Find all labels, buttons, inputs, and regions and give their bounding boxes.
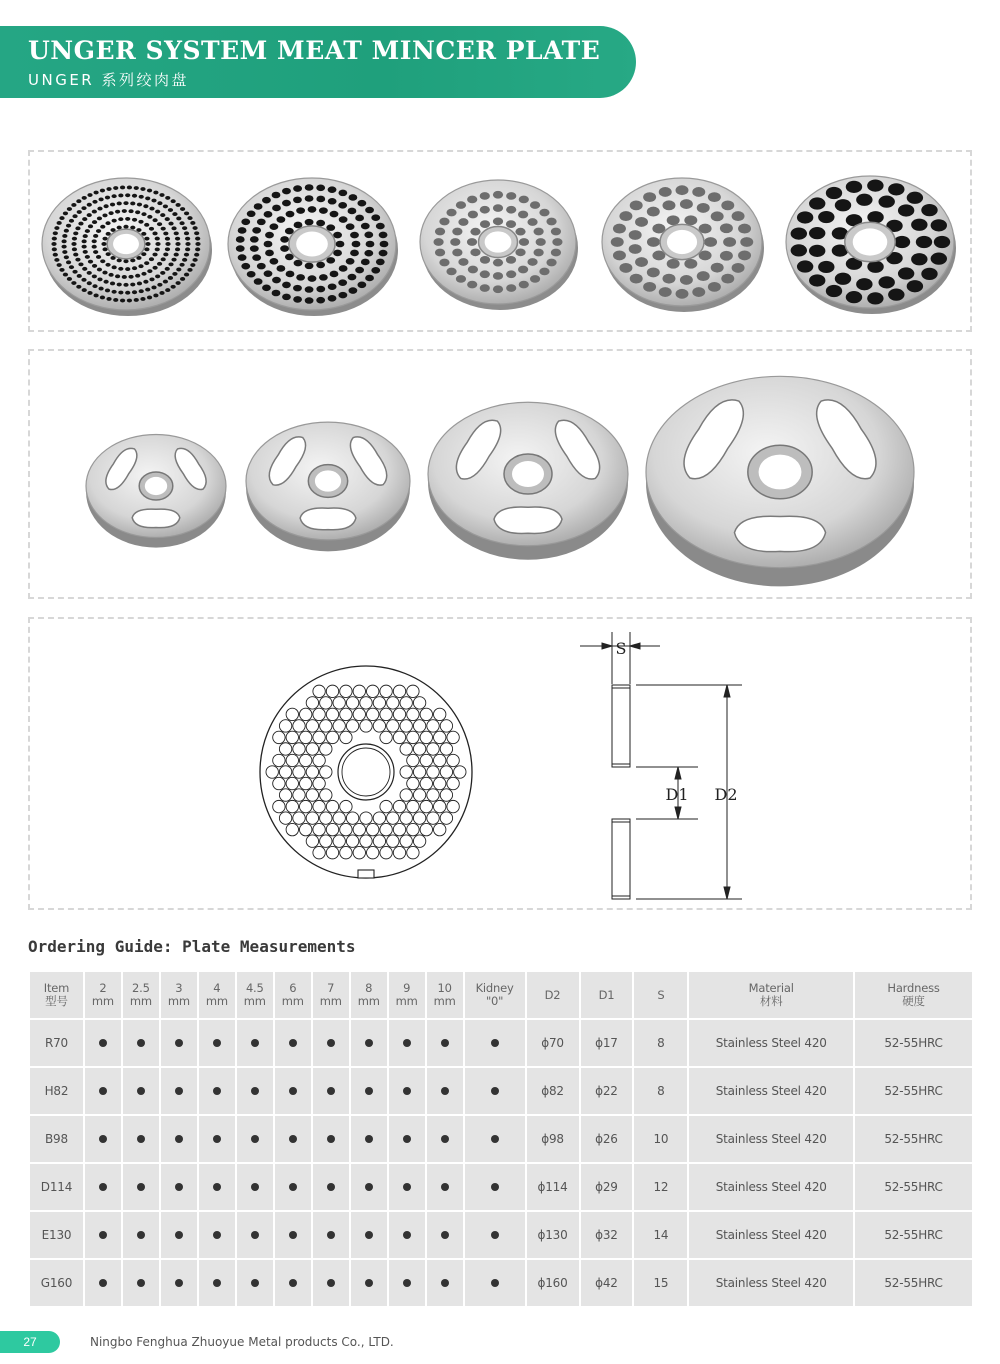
available-dot-icon	[365, 1279, 373, 1287]
column-header-sublabel: "0"	[485, 994, 504, 1008]
d2-cell: ϕ82	[527, 1068, 579, 1114]
column-header-sublabel: 型号	[45, 994, 68, 1008]
availability-cell	[313, 1212, 349, 1258]
availability-cell	[123, 1068, 159, 1114]
available-dot-icon	[213, 1231, 221, 1239]
availability-cell	[389, 1116, 425, 1162]
availability-cell	[199, 1068, 235, 1114]
availability-cell	[427, 1020, 463, 1066]
column-header-label: 8	[365, 981, 373, 995]
page-title: UNGER SYSTEM MEAT MINCER PLATE	[28, 36, 601, 65]
s-cell: 8	[634, 1020, 687, 1066]
available-dot-icon	[441, 1039, 449, 1047]
available-dot-icon	[289, 1279, 297, 1287]
availability-cell	[351, 1212, 387, 1258]
availability-cell	[161, 1212, 197, 1258]
availability-cell	[427, 1068, 463, 1114]
availability-cell	[465, 1164, 525, 1210]
s-cell: 15	[634, 1260, 687, 1306]
hardness-cell: 52-55HRC	[855, 1212, 972, 1258]
available-dot-icon	[251, 1087, 259, 1095]
available-dot-icon	[175, 1087, 183, 1095]
availability-cell	[161, 1164, 197, 1210]
availability-cell	[465, 1068, 525, 1114]
available-dot-icon	[289, 1135, 297, 1143]
availability-cell	[389, 1020, 425, 1066]
material-cell: Stainless Steel 420	[689, 1020, 853, 1066]
availability-cell	[123, 1260, 159, 1306]
availability-cell	[389, 1212, 425, 1258]
material-cell: Stainless Steel 420	[689, 1164, 853, 1210]
d1-cell: ϕ29	[581, 1164, 633, 1210]
available-dot-icon	[365, 1183, 373, 1191]
table-row	[30, 1068, 972, 1114]
available-dot-icon	[327, 1087, 335, 1095]
column-header	[855, 972, 972, 1018]
item-cell: G160	[30, 1260, 83, 1306]
available-dot-icon	[327, 1231, 335, 1239]
column-header	[85, 972, 121, 1018]
column-header-sublabel: mm	[357, 994, 380, 1008]
available-dot-icon	[403, 1039, 411, 1047]
available-dot-icon	[175, 1039, 183, 1047]
availability-cell	[313, 1164, 349, 1210]
available-dot-icon	[289, 1039, 297, 1047]
availability-cell	[237, 1116, 273, 1162]
hardness-cell: 52-55HRC	[855, 1116, 972, 1162]
available-dot-icon	[213, 1183, 221, 1191]
column-header-sublabel: mm	[319, 994, 342, 1008]
available-dot-icon	[99, 1183, 107, 1191]
available-dot-icon	[491, 1087, 499, 1095]
column-header	[123, 972, 159, 1018]
column-header-sublabel: 材料	[759, 994, 783, 1008]
page-subtitle: UNGER 系列绞肉盘	[28, 71, 189, 89]
column-header-label: Kidney	[475, 981, 514, 995]
available-dot-icon	[365, 1231, 373, 1239]
d1-cell: ϕ32	[581, 1212, 633, 1258]
s-cell: 8	[634, 1068, 687, 1114]
available-dot-icon	[365, 1135, 373, 1143]
available-dot-icon	[251, 1279, 259, 1287]
availability-cell	[351, 1260, 387, 1306]
available-dot-icon	[251, 1135, 259, 1143]
column-header-label: Hardness	[887, 981, 940, 995]
available-dot-icon	[327, 1279, 335, 1287]
availability-cell	[237, 1068, 273, 1114]
availability-cell	[161, 1020, 197, 1066]
available-dot-icon	[137, 1135, 145, 1143]
available-dot-icon	[137, 1039, 145, 1047]
column-header-label: Material	[748, 981, 794, 995]
d2-cell: ϕ130	[527, 1212, 579, 1258]
availability-cell	[313, 1260, 349, 1306]
d1-label: D1	[665, 785, 689, 804]
column-header-sublabel: mm	[167, 994, 190, 1008]
available-dot-icon	[289, 1231, 297, 1239]
available-dot-icon	[137, 1231, 145, 1239]
column-header	[237, 972, 273, 1018]
column-header-sublabel: mm	[91, 994, 114, 1008]
availability-cell	[465, 1212, 525, 1258]
column-header-label: 2	[99, 981, 107, 995]
column-header-sublabel: mm	[395, 994, 418, 1008]
available-dot-icon	[213, 1087, 221, 1095]
availability-cell	[313, 1020, 349, 1066]
available-dot-icon	[289, 1183, 297, 1191]
column-header	[689, 972, 853, 1018]
available-dot-icon	[441, 1183, 449, 1191]
column-header-label: 6	[289, 981, 297, 995]
availability-cell	[427, 1116, 463, 1162]
availability-cell	[199, 1116, 235, 1162]
s-cell: 10	[634, 1116, 687, 1162]
perforated-plates-panel	[28, 150, 972, 332]
column-header	[389, 972, 425, 1018]
available-dot-icon	[175, 1231, 183, 1239]
availability-cell	[275, 1212, 311, 1258]
availability-cell	[85, 1068, 121, 1114]
d2-cell: ϕ70	[527, 1020, 579, 1066]
column-header-sublabel: mm	[281, 994, 304, 1008]
hardness-cell: 52-55HRC	[855, 1164, 972, 1210]
d1-cell: ϕ22	[581, 1068, 633, 1114]
availability-cell	[275, 1116, 311, 1162]
availability-cell	[237, 1212, 273, 1258]
availability-cell	[161, 1116, 197, 1162]
column-header	[275, 972, 311, 1018]
availability-cell	[85, 1260, 121, 1306]
column-header	[527, 972, 579, 1018]
column-header	[30, 972, 83, 1018]
d2-cell: ϕ98	[527, 1116, 579, 1162]
d2-cell: ϕ114	[527, 1164, 579, 1210]
s-label: S	[615, 639, 627, 658]
availability-cell	[427, 1164, 463, 1210]
column-header-sublabel: mm	[129, 994, 152, 1008]
availability-cell	[313, 1116, 349, 1162]
column-header-label: S	[657, 987, 665, 1002]
availability-cell	[389, 1260, 425, 1306]
availability-cell	[199, 1020, 235, 1066]
available-dot-icon	[403, 1231, 411, 1239]
item-cell: B98	[30, 1116, 83, 1162]
column-header	[465, 972, 525, 1018]
item-cell: R70	[30, 1020, 83, 1066]
column-header-sublabel: mm	[433, 994, 456, 1008]
table-body	[30, 1020, 972, 1306]
kidney-plates-panel	[28, 349, 972, 599]
available-dot-icon	[99, 1087, 107, 1095]
available-dot-icon	[441, 1087, 449, 1095]
column-header-label: 2.5	[132, 981, 150, 995]
availability-cell	[161, 1260, 197, 1306]
available-dot-icon	[403, 1135, 411, 1143]
available-dot-icon	[213, 1039, 221, 1047]
available-dot-icon	[251, 1039, 259, 1047]
availability-cell	[161, 1068, 197, 1114]
column-header-sublabel: mm	[243, 994, 266, 1008]
hardness-cell: 52-55HRC	[855, 1260, 972, 1306]
available-dot-icon	[175, 1135, 183, 1143]
d1-cell: ϕ42	[581, 1260, 633, 1306]
available-dot-icon	[491, 1183, 499, 1191]
availability-cell	[199, 1164, 235, 1210]
availability-cell	[351, 1020, 387, 1066]
column-header-label: 4.5	[245, 981, 264, 995]
available-dot-icon	[251, 1183, 259, 1191]
column-header-label: 7	[327, 981, 335, 995]
column-header-label: 9	[403, 981, 411, 995]
availability-cell	[427, 1260, 463, 1306]
available-dot-icon	[403, 1183, 411, 1191]
table-row	[30, 1212, 972, 1258]
available-dot-icon	[327, 1135, 335, 1143]
available-dot-icon	[99, 1279, 107, 1287]
hardness-cell: 52-55HRC	[855, 1020, 972, 1066]
column-header-label: D1	[598, 987, 615, 1002]
available-dot-icon	[289, 1087, 297, 1095]
column-header	[581, 972, 633, 1018]
column-header	[427, 972, 463, 1018]
available-dot-icon	[365, 1039, 373, 1047]
available-dot-icon	[491, 1279, 499, 1287]
availability-cell	[123, 1212, 159, 1258]
available-dot-icon	[491, 1231, 499, 1239]
availability-cell	[427, 1212, 463, 1258]
available-dot-icon	[137, 1183, 145, 1191]
available-dot-icon	[491, 1135, 499, 1143]
available-dot-icon	[441, 1231, 449, 1239]
s-cell: 12	[634, 1164, 687, 1210]
availability-cell	[199, 1260, 235, 1306]
availability-cell	[123, 1020, 159, 1066]
available-dot-icon	[365, 1087, 373, 1095]
column-header	[161, 972, 197, 1018]
column-header-label: D2	[544, 987, 561, 1002]
plate-measurements-table	[28, 970, 974, 1308]
availability-cell	[351, 1068, 387, 1114]
availability-cell	[275, 1164, 311, 1210]
availability-cell	[389, 1068, 425, 1114]
available-dot-icon	[403, 1279, 411, 1287]
available-dot-icon	[213, 1279, 221, 1287]
available-dot-icon	[327, 1183, 335, 1191]
material-cell: Stainless Steel 420	[689, 1260, 853, 1306]
available-dot-icon	[251, 1231, 259, 1239]
availability-cell	[199, 1212, 235, 1258]
material-cell: Stainless Steel 420	[689, 1212, 853, 1258]
company-name: Ningbo Fenghua Zhuoyue Metal products Co., LTD.	[90, 1335, 394, 1349]
d2-label: D2	[714, 785, 738, 804]
table-row	[30, 1116, 972, 1162]
availability-cell	[275, 1068, 311, 1114]
page-number: 27	[0, 1331, 60, 1353]
available-dot-icon	[491, 1039, 499, 1047]
column-header-sublabel: mm	[205, 994, 228, 1008]
available-dot-icon	[441, 1279, 449, 1287]
column-header-label: 10	[437, 981, 452, 995]
availability-cell	[465, 1116, 525, 1162]
d1-cell: ϕ17	[581, 1020, 633, 1066]
available-dot-icon	[403, 1087, 411, 1095]
item-cell: D114	[30, 1164, 83, 1210]
availability-cell	[123, 1164, 159, 1210]
column-header-sublabel: 硬度	[902, 994, 925, 1008]
availability-cell	[313, 1068, 349, 1114]
table-row	[30, 1164, 972, 1210]
table-row	[30, 1020, 972, 1066]
availability-cell	[465, 1020, 525, 1066]
availability-cell	[465, 1260, 525, 1306]
availability-cell	[237, 1020, 273, 1066]
availability-cell	[351, 1164, 387, 1210]
availability-cell	[351, 1116, 387, 1162]
available-dot-icon	[327, 1039, 335, 1047]
available-dot-icon	[137, 1087, 145, 1095]
s-cell: 14	[634, 1212, 687, 1258]
availability-cell	[237, 1260, 273, 1306]
d1-cell: ϕ26	[581, 1116, 633, 1162]
column-header	[199, 972, 235, 1018]
available-dot-icon	[99, 1039, 107, 1047]
availability-cell	[85, 1116, 121, 1162]
column-header-label: 4	[213, 981, 221, 995]
availability-cell	[275, 1020, 311, 1066]
availability-cell	[85, 1212, 121, 1258]
column-header	[313, 972, 349, 1018]
available-dot-icon	[441, 1135, 449, 1143]
column-header-label: 3	[175, 981, 183, 995]
available-dot-icon	[99, 1135, 107, 1143]
availability-cell	[85, 1020, 121, 1066]
column-header-label: Item	[43, 981, 70, 995]
ordering-guide-heading: Ordering Guide: Plate Measurements	[28, 937, 356, 956]
material-cell: Stainless Steel 420	[689, 1068, 853, 1114]
availability-cell	[389, 1164, 425, 1210]
table-header-row	[30, 972, 972, 1018]
hardness-cell: 52-55HRC	[855, 1068, 972, 1114]
availability-cell	[123, 1116, 159, 1162]
item-cell: E130	[30, 1212, 83, 1258]
available-dot-icon	[175, 1279, 183, 1287]
availability-cell	[237, 1164, 273, 1210]
column-header	[634, 972, 687, 1018]
availability-cell	[85, 1164, 121, 1210]
technical-drawing-panel	[28, 617, 972, 910]
table-row	[30, 1260, 972, 1306]
column-header	[351, 972, 387, 1018]
d2-cell: ϕ160	[527, 1260, 579, 1306]
item-cell: H82	[30, 1068, 83, 1114]
available-dot-icon	[175, 1183, 183, 1191]
available-dot-icon	[213, 1135, 221, 1143]
availability-cell	[275, 1260, 311, 1306]
material-cell: Stainless Steel 420	[689, 1116, 853, 1162]
available-dot-icon	[99, 1231, 107, 1239]
available-dot-icon	[137, 1279, 145, 1287]
